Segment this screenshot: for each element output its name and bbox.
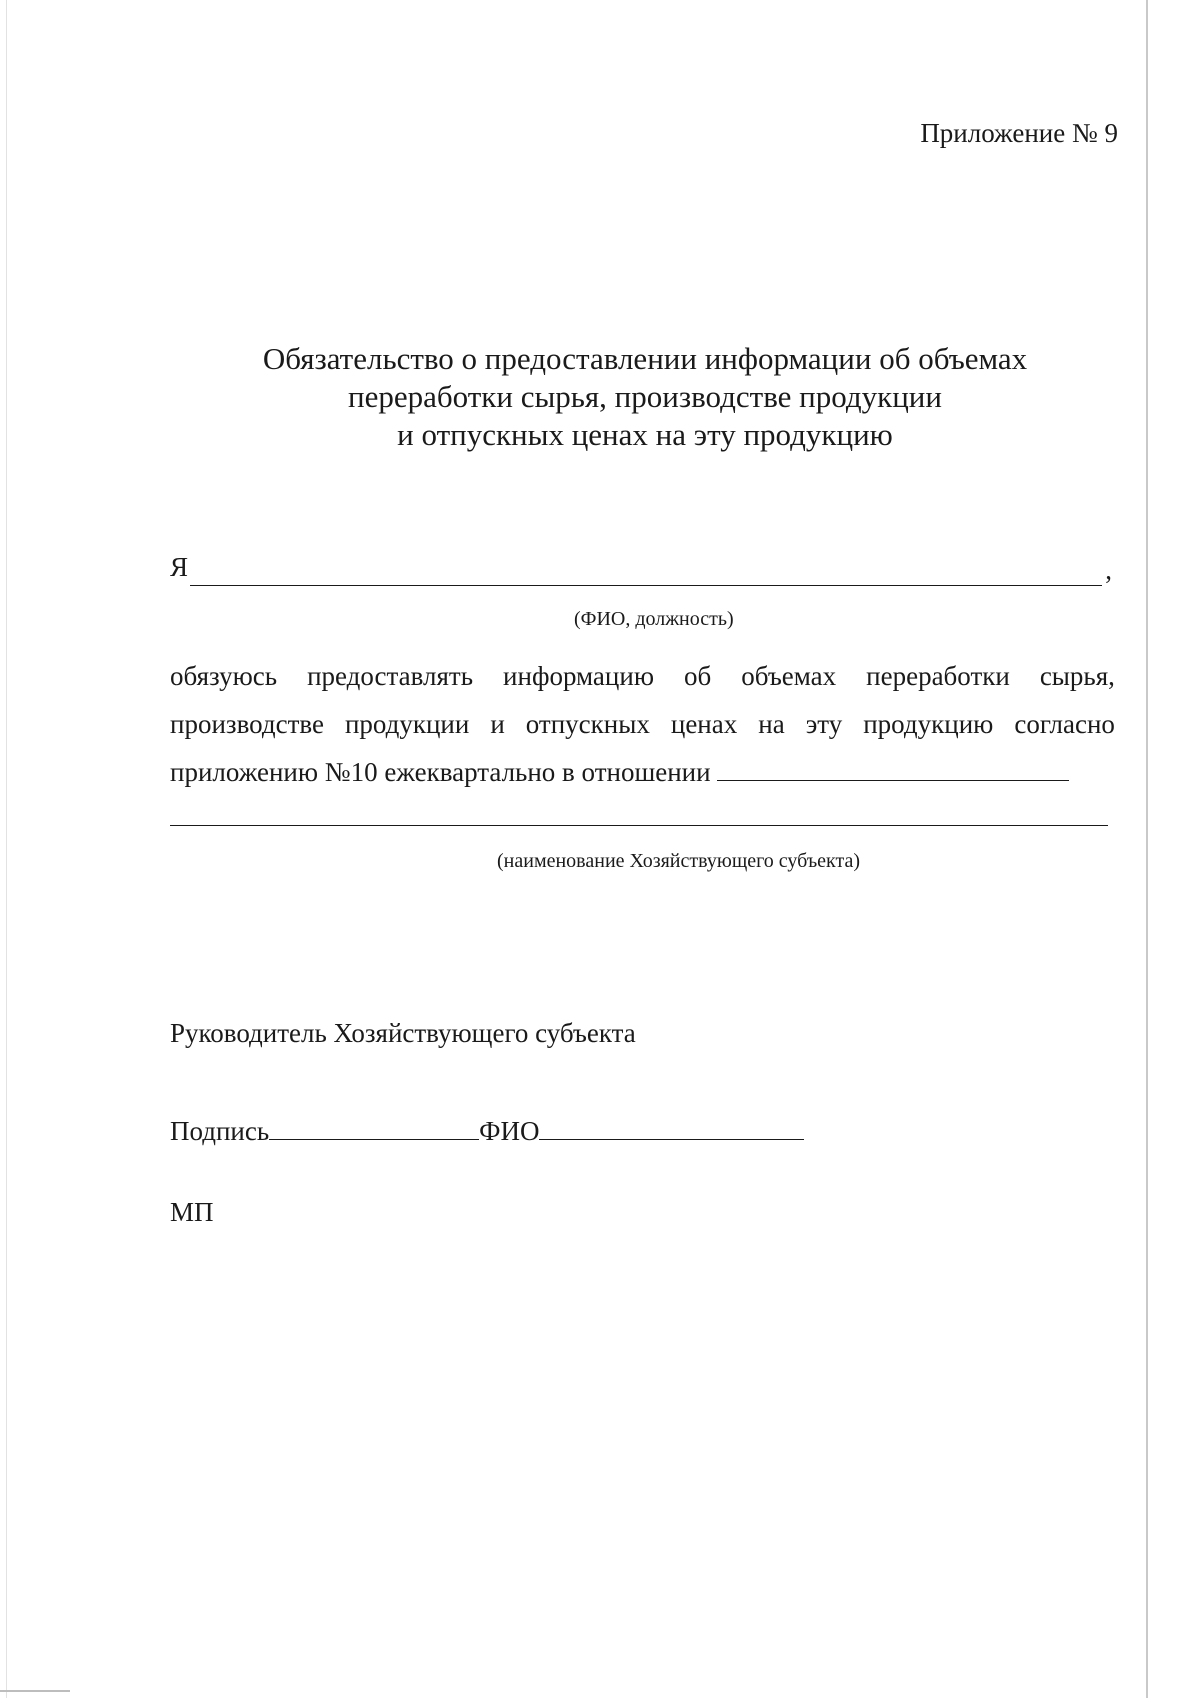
body-word: производстве <box>170 709 324 739</box>
title-line: Обязательство о предоставлении информации об объемах <box>262 341 1028 376</box>
body-line-3-text: приложению №10 ежеквартально в отношении <box>170 757 711 787</box>
signature-row <box>170 1111 804 1147</box>
fio-label: ФИО <box>479 1116 540 1146</box>
document-title <box>200 340 1090 454</box>
body-word: согласно <box>1014 709 1115 739</box>
body-word: информацию <box>503 661 654 691</box>
body-word: и <box>490 709 505 739</box>
body-word: на <box>758 709 785 739</box>
title-line: переработки сырья, производстве продукции <box>348 379 942 414</box>
body-line-1 <box>170 652 1115 700</box>
caption-fio-position: (ФИО, должность) <box>574 608 734 630</box>
body-word: продукцию <box>863 709 994 739</box>
body-word: отпускных <box>525 709 650 739</box>
body-word: об <box>684 661 712 691</box>
body-word: ценах <box>670 709 738 739</box>
entity-name-blank-inline[interactable] <box>717 758 1069 781</box>
obligation-text <box>170 652 1115 796</box>
name-position-blank[interactable] <box>190 585 1102 586</box>
body-line-2 <box>170 700 1115 748</box>
body-word: эту <box>805 709 843 739</box>
body-line-3 <box>170 748 1115 796</box>
name-position-line <box>170 552 1112 586</box>
signature-label: Подпись <box>170 1116 270 1146</box>
stamp-place-label: МП <box>170 1197 214 1227</box>
signature-blank[interactable] <box>269 1111 479 1140</box>
body-word: переработки <box>866 661 1010 691</box>
body-word: продукции <box>344 709 470 739</box>
body-word: сырья, <box>1039 661 1115 691</box>
scan-edge-right <box>1146 0 1148 1698</box>
title-line: и отпускных ценах на эту продукцию <box>397 417 893 452</box>
caption-entity-name: (наименование Хозяйствующего субъекта) <box>497 850 861 872</box>
body-word: предоставлять <box>307 661 474 691</box>
scan-edge-left <box>6 0 7 1698</box>
fio-blank[interactable] <box>539 1111 804 1140</box>
appendix-label: Приложение № 9 <box>920 118 1118 148</box>
head-of-entity-label: Руководитель Хозяйствующего субъекта <box>170 1018 636 1048</box>
trailing-comma: , <box>1105 555 1112 585</box>
body-word: объемах <box>741 661 837 691</box>
entity-name-blank-full[interactable] <box>170 825 1108 826</box>
scan-edge-bottom <box>0 1690 70 1692</box>
body-word: обязуюсь <box>170 661 278 691</box>
pronoun-label: Я <box>170 552 189 582</box>
